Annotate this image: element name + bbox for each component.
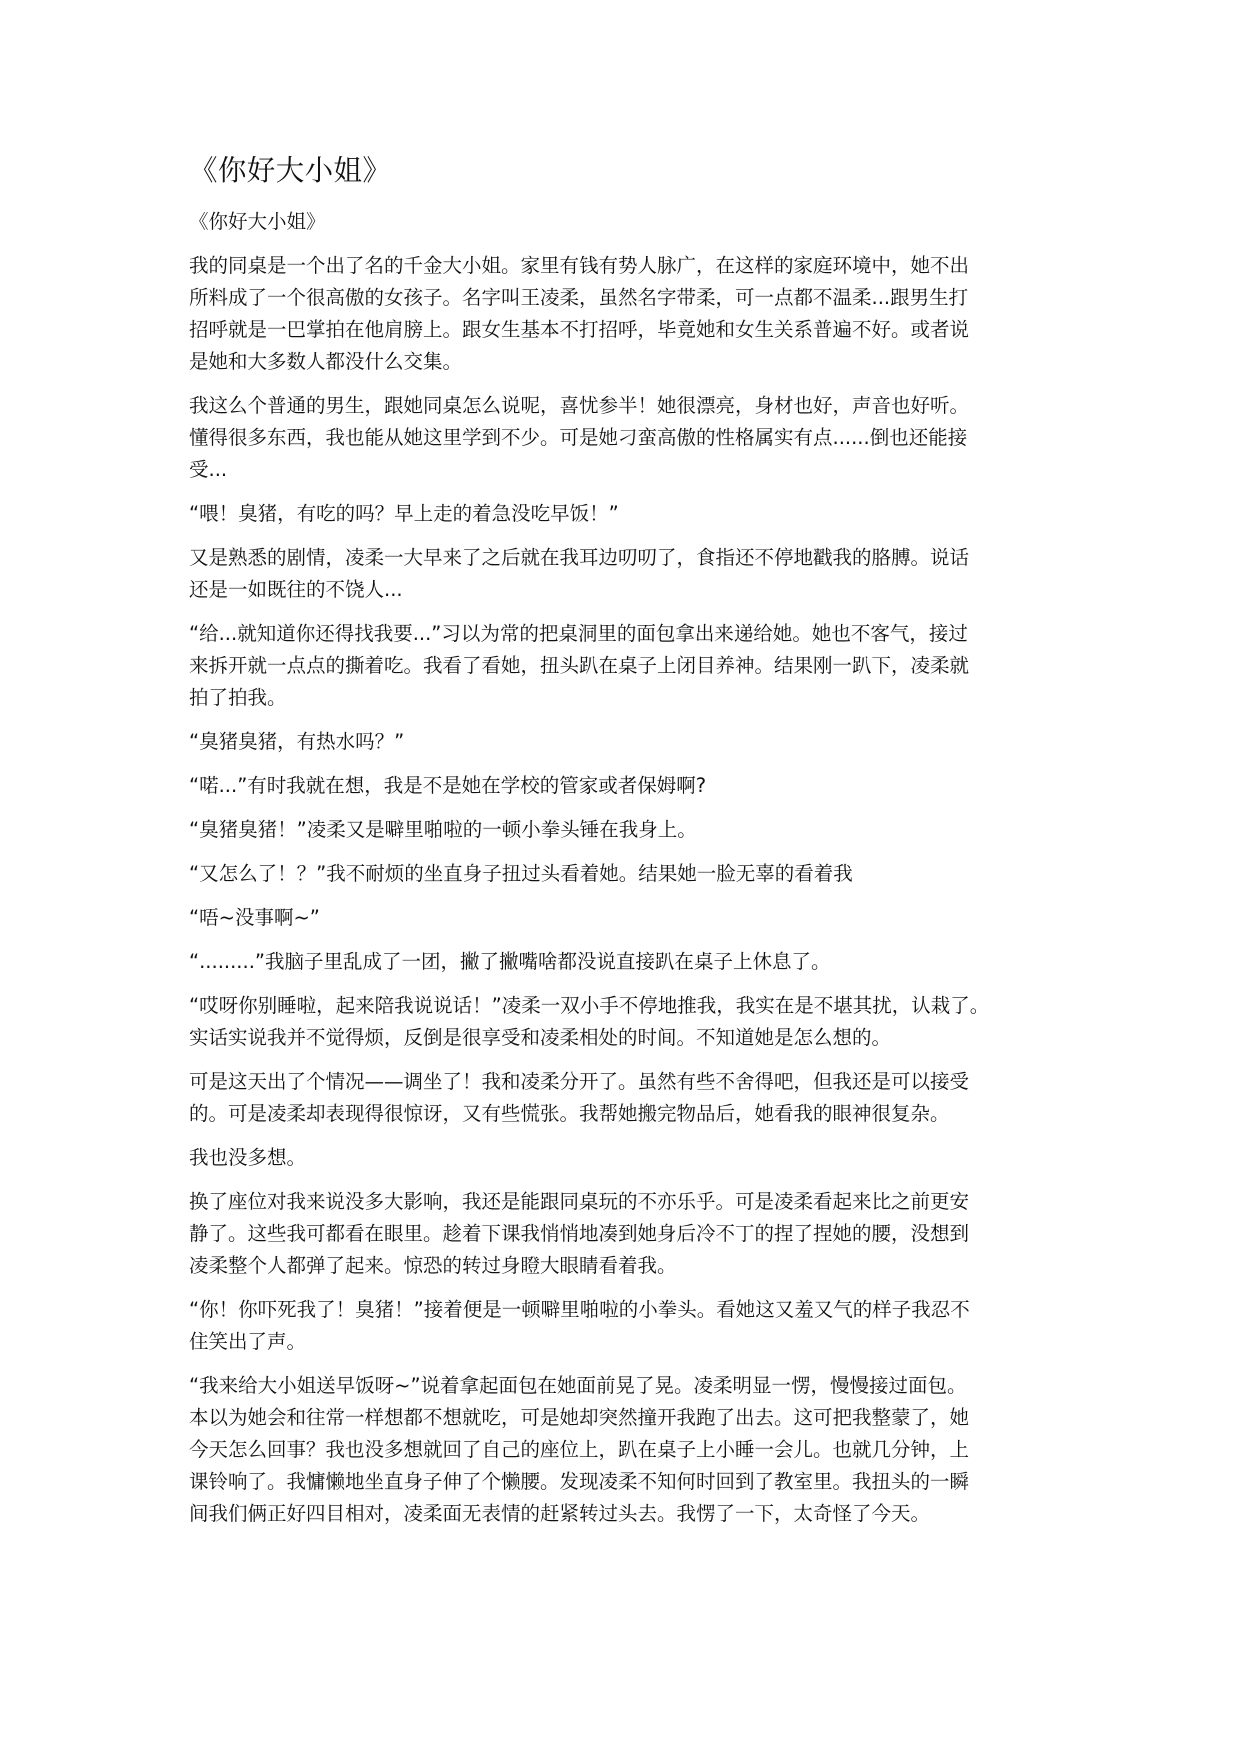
paragraph-line: “.........”我脑子里乱成了一团，撇了撇嘴啥都没说直接趴在桌子上休息了。	[189, 950, 831, 973]
paragraph-line: 还是一如既往的不饶人...	[189, 578, 403, 601]
paragraph-line: 是她和大多数人都没什么交集。	[189, 350, 463, 373]
body-paragraph	[189, 902, 1061, 934]
paragraph-line: 所料成了一个很高傲的女孩子。名字叫王凌柔，虽然名字带柔，可一点都不温柔...跟男生打	[189, 286, 969, 309]
paragraph-line: “臭猪臭猪，有热水吗？”	[189, 730, 405, 753]
paragraph-line: 今天怎么回事？我也没多想就回了自己的座位上，趴在桌子上小睡一会儿。也就几分钟，上	[189, 1438, 970, 1461]
body-paragraph	[189, 498, 1061, 530]
paragraph-line: “你！你吓死我了！臭猪！”接着便是一顿噼里啪啦的小拳头。看她这又羞又气的样子我忍不	[189, 1298, 970, 1321]
body-paragraph	[189, 1066, 1061, 1130]
paragraph-line: “喏...”有时我就在想，我是不是她在学校的管家或者保姆啊?	[189, 774, 707, 797]
body-paragraph	[189, 1370, 1061, 1530]
paragraph-line: 来拆开就一点点的撕着吃。我看了看她，扭头趴在桌子上闭目养神。结果刚一趴下，凌柔就	[189, 654, 970, 677]
paragraph-line: 换了座位对我来说没多大影响，我还是能跟同桌玩的不亦乐乎。可是凌柔看起来比之前更安	[189, 1190, 970, 1213]
paragraph-line: “给...就知道你还得找我要...”习以为常的把桌洞里的面包拿出来递给她。她也不客气，接过	[189, 622, 968, 645]
paragraph-line: 凌柔整个人都弹了起来。惊恐的转过身瞪大眼睛看着我。	[189, 1254, 677, 1277]
body-paragraph	[189, 618, 1061, 714]
paragraph-line: 我这么个普通的男生，跟她同桌怎么说呢，喜忧参半！她很漂亮，身材也好，声音也好听。	[189, 394, 970, 417]
paragraph-line: “唔~没事啊~”	[189, 906, 320, 929]
paragraph-line: 受...	[189, 458, 228, 481]
paragraph-line: 招呼就是一巴掌拍在他肩膀上。跟女生基本不打招呼，毕竟她和女生关系普遍不好。或者说	[189, 318, 970, 341]
body-paragraph	[189, 858, 1061, 890]
body-paragraph	[189, 1294, 1061, 1358]
document-body	[189, 250, 1061, 1530]
paragraph-line: 静了。这些我可都看在眼里。趁着下课我悄悄地凑到她身后冷不丁的捏了捏她的腰，没想到	[189, 1222, 970, 1245]
paragraph-line: “喂！臭猪，有吃的吗？早上走的着急没吃早饭！”	[189, 502, 619, 525]
body-paragraph	[189, 250, 1061, 378]
document-subtitle: 《你好大小姐》	[189, 210, 326, 233]
paragraph-line: 住笑出了声。	[189, 1330, 307, 1353]
paragraph-line: 的。可是凌柔却表现得很惊讶，又有些慌张。我帮她搬完物品后，她看我的眼神很复杂。	[189, 1102, 950, 1125]
paragraph-line: 本以为她会和往常一样想都不想就吃，可是她却突然撞开我跑了出去。这可把我整蒙了，她	[189, 1406, 970, 1429]
body-paragraph	[189, 770, 1061, 802]
paragraph-line: 我也没多想。	[189, 1146, 307, 1169]
paragraph-line: 懂得很多东西，我也能从她这里学到不少。可是她刁蛮高傲的性格属实有点......倒也还能接	[189, 426, 968, 449]
paragraph-line: 又是熟悉的剧情，凌柔一大早来了之后就在我耳边叨叨了，食指还不停地戳我的胳膊。说话	[189, 546, 970, 569]
body-paragraph	[189, 542, 1061, 606]
paragraph-line: “臭猪臭猪！”凌柔又是噼里啪啦的一顿小拳头锤在我身上。	[189, 818, 697, 841]
paragraph-line: 课铃响了。我慵懒地坐直身子伸了个懒腰。发现凌柔不知何时回到了教室里。我扭头的一瞬	[189, 1470, 970, 1493]
document-title: 《你好大小姐》	[189, 154, 392, 187]
paragraph-line: “哎呀你别睡啦，起来陪我说说话！”凌柔一双小手不停地推我，我实在是不堪其扰，认栽了。	[189, 994, 990, 1017]
document-page	[189, 148, 1061, 1542]
paragraph-line: 间我们俩正好四目相对，凌柔面无表情的赶紧转过头去。我愣了一下，太奇怪了今天。	[189, 1502, 931, 1525]
body-paragraph	[189, 1186, 1061, 1282]
body-paragraph	[189, 390, 1061, 486]
body-paragraph	[189, 946, 1061, 978]
paragraph-line: “我来给大小姐送早饭呀~”说着拿起面包在她面前晃了晃。凌柔明显一愣，慢慢接过面包。	[189, 1374, 967, 1397]
body-paragraph	[189, 726, 1061, 758]
body-paragraph	[189, 990, 1061, 1054]
body-paragraph	[189, 814, 1061, 846]
paragraph-line: 我的同桌是一个出了名的千金大小姐。家里有钱有势人脉广，在这样的家庭环境中，她不出	[189, 254, 970, 277]
paragraph-line: 拍了拍我。	[189, 686, 287, 709]
paragraph-line: “又怎么了！？”我不耐烦的坐直身子扭过头看着她。结果她一脸无辜的看着我	[189, 862, 853, 885]
paragraph-line: 实话实说我并不觉得烦，反倒是很享受和凌柔相处的时间。不知道她是怎么想的。	[189, 1026, 892, 1049]
paragraph-line: 可是这天出了个情况——调坐了！我和凌柔分开了。虽然有些不舍得吧，但我还是可以接受	[189, 1070, 970, 1093]
body-paragraph	[189, 1142, 1061, 1174]
